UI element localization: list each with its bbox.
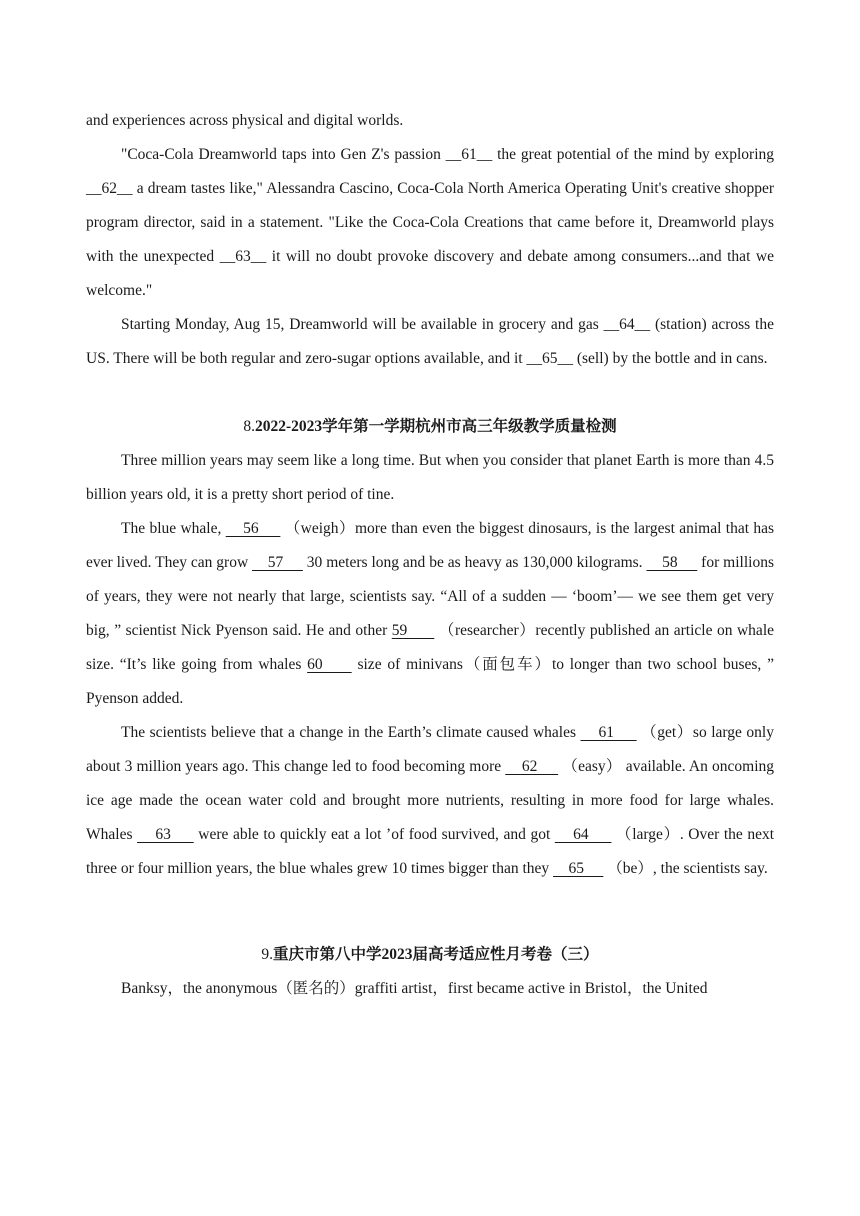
section8-title: 2022-2023学年第一学期杭州市高三年级教学质量检测 xyxy=(254,418,617,435)
text-run: were able to quickly eat a lot ’of food survived, and got xyxy=(193,826,555,843)
document-page xyxy=(86,104,774,1006)
section-spacer xyxy=(86,886,774,938)
section8-heading xyxy=(86,410,774,444)
section8-paragraph-2 xyxy=(86,512,774,716)
passage7-paragraph-1: "Coca-Cola Dreamworld taps into Gen Z's passion __61__ the great potential of the mind by exploring __62__ a dream tastes like," Alessandra Cascino, Coca-Cola North America Operating Unit's creative shopper program director, said in a statement. "Like the Coca-Cola Creations that came before it, Dreamworld plays with the unexpected __63__ it will no doubt provoke discovery and debate among consumers...and that we welcome." xyxy=(86,146,774,299)
section8-paragraph-1: Three million years may seem like a long time. But when you consider that planet Earth is more than 4.5 billion years old, it is a pretty short period of tine. xyxy=(86,452,774,503)
blank-58[interactable]: 58 xyxy=(646,554,698,571)
blank-59[interactable]: 59 xyxy=(391,622,435,639)
text-run: The blue whale, xyxy=(121,520,226,537)
section9-number: 9. xyxy=(261,946,274,963)
blank-60[interactable]: 60 xyxy=(307,656,352,673)
text-run: 30 meters long and be as heavy as 130,000 kilograms. xyxy=(302,554,647,571)
blank-57[interactable]: 57 xyxy=(252,554,303,571)
passage7-paragraph-2: Starting Monday, Aug 15, Dreamworld will be available in grocery and gas __64__ (station) across the US. There will be both regular and zero-sugar options available, and it __65__ (sell) by the bottle and in cans. xyxy=(86,316,774,367)
text-run: size of minivans（面包车）to longer than two school buses, ” Pyenson added. xyxy=(86,656,774,707)
text-run: The scientists believe that a change in the Earth’s climate caused whales xyxy=(121,724,581,741)
text-run: （easy） available. An oncoming ice age made the ocean water cold and brought more nutrients, resulting in more food for large whales. Whales xyxy=(86,758,775,843)
section9-heading xyxy=(86,938,774,972)
section-spacer xyxy=(86,376,774,410)
text-run: for millions of years, they were not nearly that large, scientists say. “All of a sudden — ‘boom’— we see them get very big, ” scientist Nick Pyenson said. He and other xyxy=(86,554,774,639)
blank-61[interactable]: 61 xyxy=(580,724,637,741)
blank-65[interactable]: 65 xyxy=(553,860,604,877)
text-run: （weigh）more than even the biggest dinosaurs, is the largest animal that has ever lived. They can grow xyxy=(86,520,775,571)
blank-62[interactable]: 62 xyxy=(505,758,559,775)
passage7-paragraph-0: and experiences across physical and digital worlds. xyxy=(86,112,404,129)
text-run: （get）so large only about 3 million years ago. This change led to food becoming more xyxy=(86,724,774,775)
section9-paragraph-1: Banksy，the anonymous（匿名的）graffiti artist，first became active in Bristol，the United xyxy=(121,980,708,997)
text-run: （large）. Over the next three or four million years, the blue whales grew 10 times bigger than they xyxy=(86,826,775,877)
section9-title: 重庆市第八中学2023届高考适应性月考卷（三） xyxy=(273,946,599,963)
blank-63[interactable]: 63 xyxy=(137,826,194,843)
blank-64[interactable]: 64 xyxy=(554,826,612,843)
text-run: （be）, the scientists say. xyxy=(603,860,768,877)
blank-56[interactable]: 56 xyxy=(225,520,281,537)
section8-paragraph-3 xyxy=(86,716,774,886)
section8-number: 8. xyxy=(243,418,255,435)
text-run: （researcher）recently published an article on whale size. “It’s like going from whales xyxy=(86,622,775,673)
